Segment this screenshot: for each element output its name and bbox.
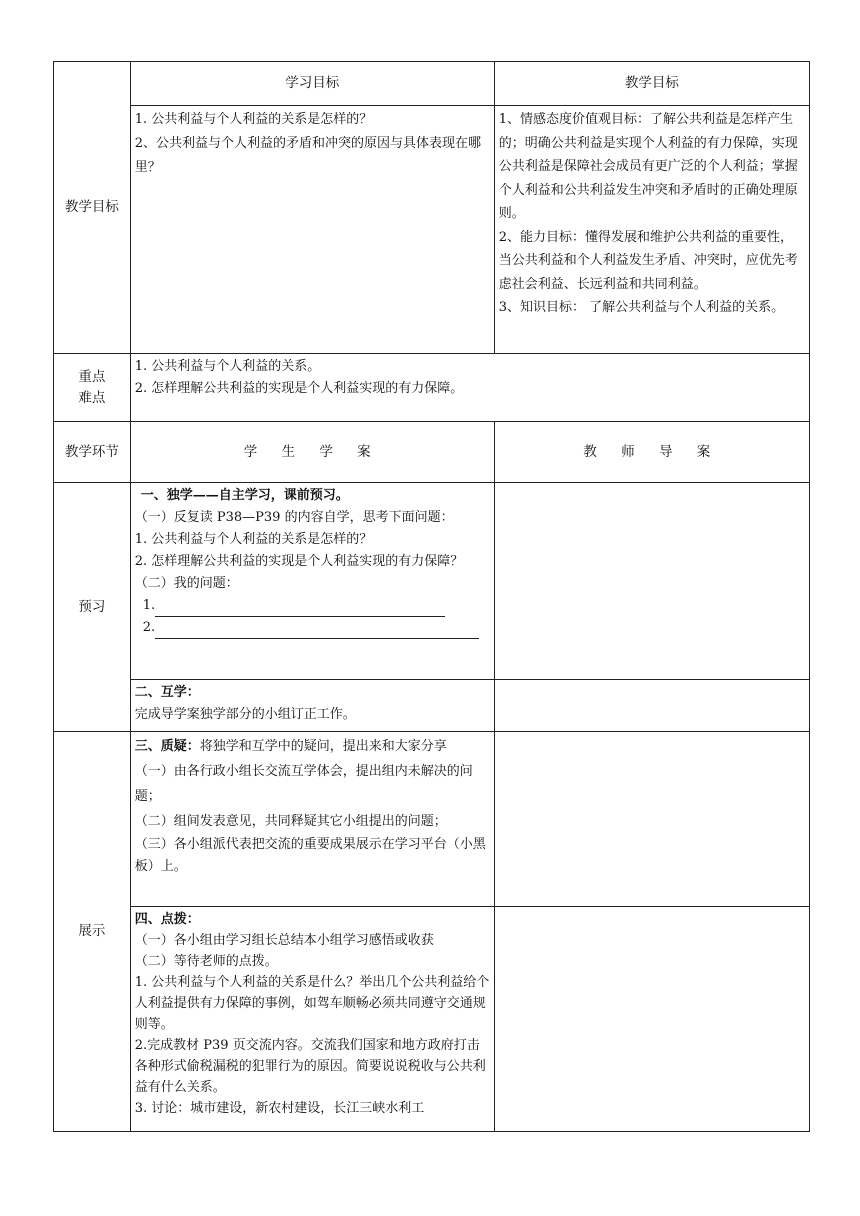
teacher-plan-header: 教 师 导 案 [494, 422, 809, 483]
mutual-study-text: 完成导学案独学部分的小组订正工作。 [134, 707, 356, 722]
teaching-objectives-cell [494, 106, 809, 354]
display-question-cell [130, 732, 494, 907]
blank-line-2-underline [155, 624, 479, 639]
guidance-item-5: 3. 讨论：城市建设，新农村建设，长江三峡水利工 [134, 1101, 425, 1116]
preview-row-2 [54, 680, 810, 732]
stages-label: 教学环节 [54, 422, 131, 483]
display-row-2 [54, 907, 810, 1132]
objectives-row-label: 教学目标 [54, 62, 131, 354]
display-label: 展示 [54, 732, 131, 1132]
preview-question-1: 1. 公共利益与个人利益的关系是怎样的？ [134, 532, 373, 547]
display-row-1 [54, 732, 810, 907]
questioning-item-3: （三）各小组派代表把交流的重要成果展示在学习平台（小黑板）上。 [134, 837, 486, 874]
key-points-label [54, 354, 131, 422]
learning-objectives-cell [130, 106, 494, 354]
blank-line-2[interactable] [135, 617, 490, 639]
student-plan-header: 学 生 学 案 [130, 422, 494, 483]
questioning-item-2: （二）组间发表意见，共同释疑其它小组提出的问题； [134, 814, 447, 829]
blank-line-1-number: 1. [142, 598, 156, 613]
guidance-title: 四、点拨： [134, 912, 200, 927]
mutual-study-title: 二、互学： [134, 685, 200, 700]
teaching-objective-3: 3、知识目标： 了解公共利益与个人利益的关系。 [498, 300, 785, 315]
objectives-header-row [54, 62, 810, 106]
self-study-subtitle: （一）反复读 P38—P39 的内容自学，思考下面问题： [134, 510, 454, 525]
preview-row-1 [54, 483, 810, 680]
key-points-cell [130, 354, 809, 422]
preview-mutual-study-cell [130, 680, 494, 732]
learning-objective-1: 1. 公共利益与个人利益的关系是怎样的？ [134, 112, 373, 127]
display-teacher-cell-1 [494, 732, 809, 907]
questioning-intro: 将独学和互学中的疑问，提出来和大家分享 [199, 739, 447, 754]
display-teacher-cell-2 [494, 907, 809, 1132]
guidance-item-4: 2.完成教材 P39 页交流内容。交流我们国家和地方政府打击各种形式偷税漏税的犯罪行为的原因。简要说说税收与公共利益有什么关系。 [134, 1038, 486, 1095]
guidance-item-2: （二）等待老师的点拨。 [134, 954, 278, 969]
guidance-item-3: 1. 公共利益与个人利益的关系是什么？举出几个公共利益给个人利益提供有力保障的事例，如驾车顺畅必须共同遵守交通规则等。 [134, 975, 490, 1032]
preview-label: 预习 [54, 483, 131, 732]
questioning-title: 三、质疑： [134, 739, 200, 754]
blank-line-1[interactable] [135, 595, 490, 617]
teaching-objective-2: 2、能力目标：懂得发展和维护公共利益的重要性，当公共利益和个人利益发生矛盾、冲突时，应优先考虑社会利益、长远利益和共同利益。 [498, 229, 798, 292]
key-point-2: 2. 怎样理解公共利益的实现是个人利益实现的有力保障。 [134, 381, 464, 396]
teaching-objective-1: 1、情感态度价值观目标：了解公共利益是怎样产生的；明确公共利益是实现个人利益的有力保障，实现公共利益是保障社会成员有更广泛的个人利益；掌握个人利益和公共利益发生冲突和矛盾时的正确处理原则。 [498, 112, 798, 221]
learning-objective-2: 2、公共利益与个人利益的矛盾和冲突的原因与具体表现在哪里？ [134, 136, 482, 175]
my-questions-label: （二）我的问题： [134, 576, 239, 591]
key-point-1: 1. 公共利益与个人利益的关系。 [134, 359, 321, 374]
key-points-label-line1: 重点 [78, 368, 106, 385]
lesson-plan-table [53, 61, 810, 1132]
guidance-item-1: （一）各小组由学习组长总结本小组学习感悟或收获 [134, 933, 434, 948]
preview-teacher-cell-1 [494, 483, 809, 680]
blank-line-1-underline [155, 602, 445, 617]
display-guidance-cell [130, 907, 494, 1132]
objectives-content-row [54, 106, 810, 354]
preview-teacher-cell-2 [494, 680, 809, 732]
teaching-objectives-header: 教学目标 [494, 62, 809, 106]
preview-question-2: 2. 怎样理解公共利益的实现是个人利益实现的有力保障？ [134, 554, 464, 569]
key-points-label-line2: 难点 [78, 389, 106, 406]
preview-self-study-cell [130, 483, 494, 680]
questioning-item-1: （一）由各行政小组长交流互学体会，提出组内未解决的问题； [134, 764, 473, 804]
learning-objectives-header: 学习目标 [130, 62, 494, 106]
stages-header-row [54, 422, 810, 483]
key-points-row [54, 354, 810, 422]
self-study-title: 一、独学——自主学习，课前预习。 [140, 488, 349, 503]
blank-line-2-number: 2. [142, 620, 156, 635]
